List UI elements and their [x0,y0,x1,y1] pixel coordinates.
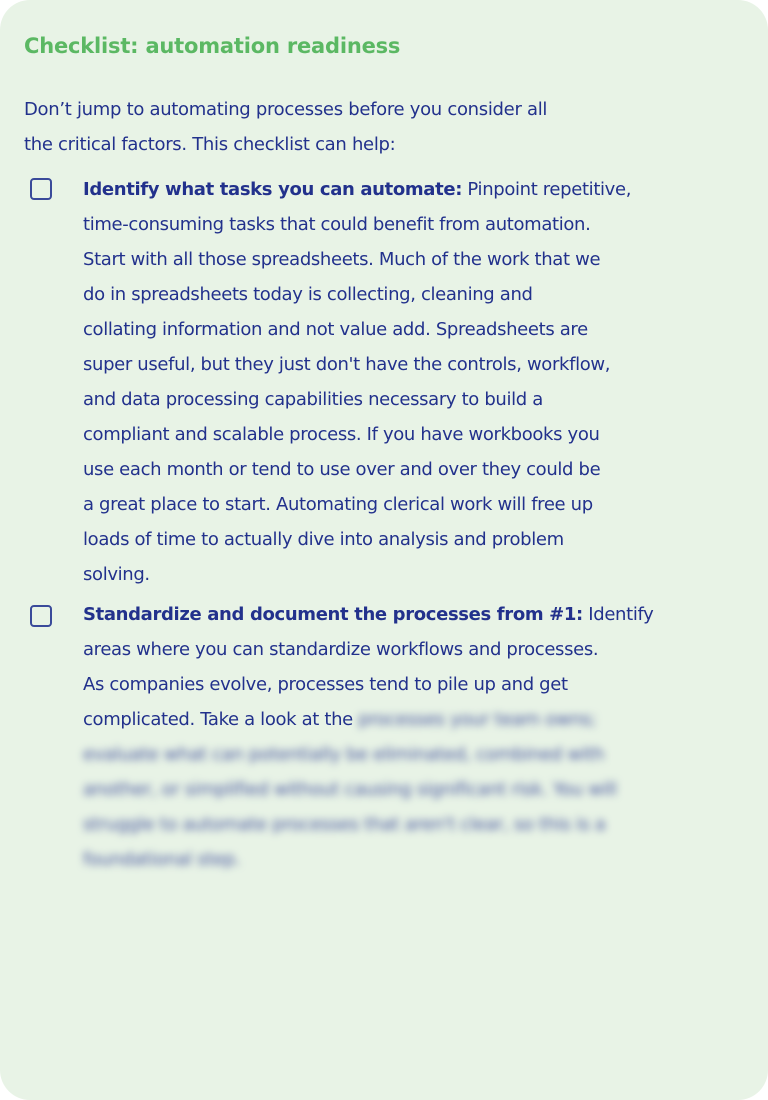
item-text [83,597,653,877]
blurred-text: processes your team owns; [358,709,597,730]
intro-line: Don’t jump to automating processes before you consider all [24,99,548,120]
item-text-line: evaluate what can potentially be eliminated, combined with [83,744,605,765]
item-text [83,172,631,592]
item-text-line: another, or simplified without causing significant risk. You will [83,779,617,800]
item-heading: Standardize and document the processes from #1: [83,604,583,625]
item-text-line: a great place to start. Automating clerical work will free up [83,494,593,515]
item-text-partial: complicated. Take a look at the [83,709,359,730]
checkbox-identify[interactable] [30,178,52,200]
item-text-line: loads of time to actually dive into analysis and problem [83,529,564,550]
card-title: Checklist: automation readiness [24,34,401,58]
item-text-line: areas where you can standardize workflows and processes. [83,639,599,660]
item-text-line: solving. [83,564,150,585]
item-text-line: collating information and not value add. Spreadsheets are [83,319,588,340]
item-text-line: and data processing capabilities necessary to build a [83,389,543,410]
item-text-line: use each month or tend to use over and over they could be [83,459,601,480]
item-text-line: foundational step. [83,849,241,870]
item-text-line: struggle to automate processes that aren't clear, so this is a [83,814,606,835]
item-text-line: compliant and scalable process. If you have workbooks you [83,424,600,445]
item-text-line: As companies evolve, processes tend to pile up and get [83,674,568,695]
item-text-line: super useful, but they just don't have the controls, workflow, [83,354,611,375]
item-text-start: Pinpoint repetitive, [462,179,632,200]
intro-text [24,92,547,162]
item-text-start: Identify [582,604,654,625]
item-text-line: do in spreadsheets today is collecting, cleaning and [83,284,533,305]
item-heading: Identify what tasks you can automate: [83,179,463,200]
item-text-line: time-consuming tasks that could benefit from automation. [83,214,591,235]
item-text-line: Start with all those spreadsheets. Much of the work that we [83,249,601,270]
intro-line: the critical factors. This checklist can help: [24,134,396,155]
checkbox-standardize[interactable] [30,605,52,627]
